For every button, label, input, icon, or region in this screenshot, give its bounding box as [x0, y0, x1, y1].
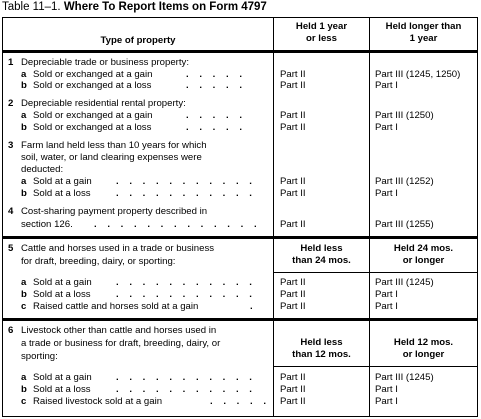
dot-leader: . — [250, 301, 257, 312]
subheader-held-less-than-24-mos: Held less than 24 mos. — [292, 243, 351, 266]
subheader-rule-6 — [274, 366, 477, 367]
item-text: Raised cattle and horses sold at a gain — [33, 301, 199, 312]
form-part: Part III (1245, 1250) — [375, 69, 461, 80]
item-letter: a — [21, 110, 27, 121]
subheader-held-12-mos-or-longer: Held 12 mos. or longer — [393, 337, 454, 360]
form-part: Part II — [280, 289, 306, 300]
item-letter: b — [21, 289, 27, 300]
dot-leader: . . . . . — [210, 396, 270, 407]
item-letter: b — [21, 188, 27, 199]
row-description: sporting: — [21, 351, 58, 362]
row-number: 3 — [8, 140, 14, 151]
form-part: Part II — [280, 110, 306, 121]
item-text: Sold at a gain — [33, 277, 92, 288]
row-description: deducted: — [21, 164, 64, 175]
row-description: Depreciable trade or business property: — [21, 57, 189, 68]
row-description: Farm land held less than 10 years for which — [21, 140, 207, 151]
item-text: Sold or exchanged at a loss — [33, 122, 152, 133]
form-part: Part I — [375, 289, 398, 300]
form-part: Part I — [375, 396, 398, 407]
row-description: a trade or business for draft, breeding, dairy, or — [21, 338, 221, 349]
form-part: Part III (1255) — [375, 219, 434, 230]
form-part: Part III (1252) — [375, 176, 434, 187]
row-number: 5 — [8, 243, 14, 254]
form-part: Part II — [280, 384, 306, 395]
header-rule — [2, 50, 478, 53]
form-part: Part II — [280, 277, 306, 288]
header-held-1-year-or-less: Held 1 year or less — [295, 21, 348, 44]
dot-leader: . . . . . . . . . . . — [116, 188, 256, 199]
form-part: Part II — [280, 122, 306, 133]
header-held-longer-than-1-year: Held longer than 1 year — [385, 21, 462, 44]
row-description: for draft, breeding, dairy, or sporting: — [21, 256, 176, 267]
dot-leader: . . . . . . . . . . . — [116, 384, 256, 395]
item-letter: a — [21, 372, 27, 383]
item-letter: b — [21, 80, 27, 91]
section-rule-6 — [2, 318, 478, 321]
form-part: Part II — [280, 372, 306, 383]
dot-leader: . . . . . . . . . . . — [116, 176, 256, 187]
dot-leader: . . . . . . . . . . . — [116, 289, 256, 300]
item-text: Sold or exchanged at a gain — [33, 110, 153, 121]
row-description: Depreciable residential rental property: — [21, 98, 186, 109]
item-letter: a — [21, 176, 27, 187]
item-text: Raised livestock sold at a gain — [33, 396, 163, 407]
form-part: Part II — [280, 69, 306, 80]
item-letter: c — [21, 301, 27, 312]
item-letter: b — [21, 384, 27, 395]
row-description: Cattle and horses used in a trade or business — [21, 243, 215, 254]
form-part: Part II — [280, 396, 306, 407]
item-letter: b — [21, 122, 27, 133]
table-title: Where To Report Items on Form 4797 — [63, 1, 267, 13]
dot-leader: . . . . . . . . . . . — [116, 277, 256, 288]
form-part: Part II — [280, 176, 306, 187]
dot-leader: . . . . . — [186, 122, 246, 133]
form-part: Part II — [280, 219, 306, 230]
item-text: Sold or exchanged at a gain — [33, 69, 153, 80]
table-caption — [2, 1, 267, 15]
form-part: Part I — [375, 122, 398, 133]
form-part: Part II — [280, 301, 306, 312]
subheader-rule-5 — [274, 272, 477, 273]
row-number: 6 — [8, 325, 14, 336]
form-part: Part III (1245) — [375, 372, 434, 383]
item-text: Sold at a loss — [33, 384, 91, 395]
item-text: Sold at a loss — [33, 188, 91, 199]
row-number: 1 — [8, 57, 14, 68]
item-letter: a — [21, 277, 27, 288]
row-description: section 126. — [21, 219, 73, 230]
row-description: Livestock other than cattle and horses used in — [21, 325, 217, 336]
item-letter: c — [21, 396, 27, 407]
dot-leader: . . . . . — [186, 110, 246, 121]
form-part: Part I — [375, 188, 398, 199]
item-text: Sold at a gain — [33, 176, 92, 187]
form-part: Part III (1250) — [375, 110, 434, 121]
dot-leader: . . . . . — [186, 80, 246, 91]
item-text: Sold at a loss — [33, 289, 91, 300]
form-part: Part II — [280, 80, 306, 91]
form-part: Part I — [375, 301, 398, 312]
dot-leader: . . . . . . . . . . . — [116, 372, 256, 383]
subheader-held-less-than-12-mos: Held less than 12 mos. — [292, 337, 351, 360]
row-number: 4 — [8, 206, 14, 217]
row-description: soil, water, or land clearing expenses were — [21, 152, 202, 163]
header-type-of-property: Type of property — [100, 35, 176, 46]
dot-leader: . . . . . — [186, 69, 246, 80]
row-number: 2 — [8, 98, 14, 109]
item-text: Sold at a gain — [33, 372, 92, 383]
table-number: Table 11–1. — [2, 1, 61, 13]
item-text: Sold or exchanged at a loss — [33, 80, 152, 91]
subheader-held-24-mos-or-longer: Held 24 mos. or longer — [393, 243, 454, 266]
form-part: Part I — [375, 80, 398, 91]
dot-leader: . . . . . . . . . . . . . — [94, 219, 261, 230]
form-part: Part I — [375, 384, 398, 395]
row-description: Cost-sharing payment property described in — [21, 206, 208, 217]
section-rule-5 — [2, 236, 478, 239]
item-letter: a — [21, 69, 27, 80]
form-part: Part II — [280, 188, 306, 199]
form-part: Part III (1245) — [375, 277, 434, 288]
